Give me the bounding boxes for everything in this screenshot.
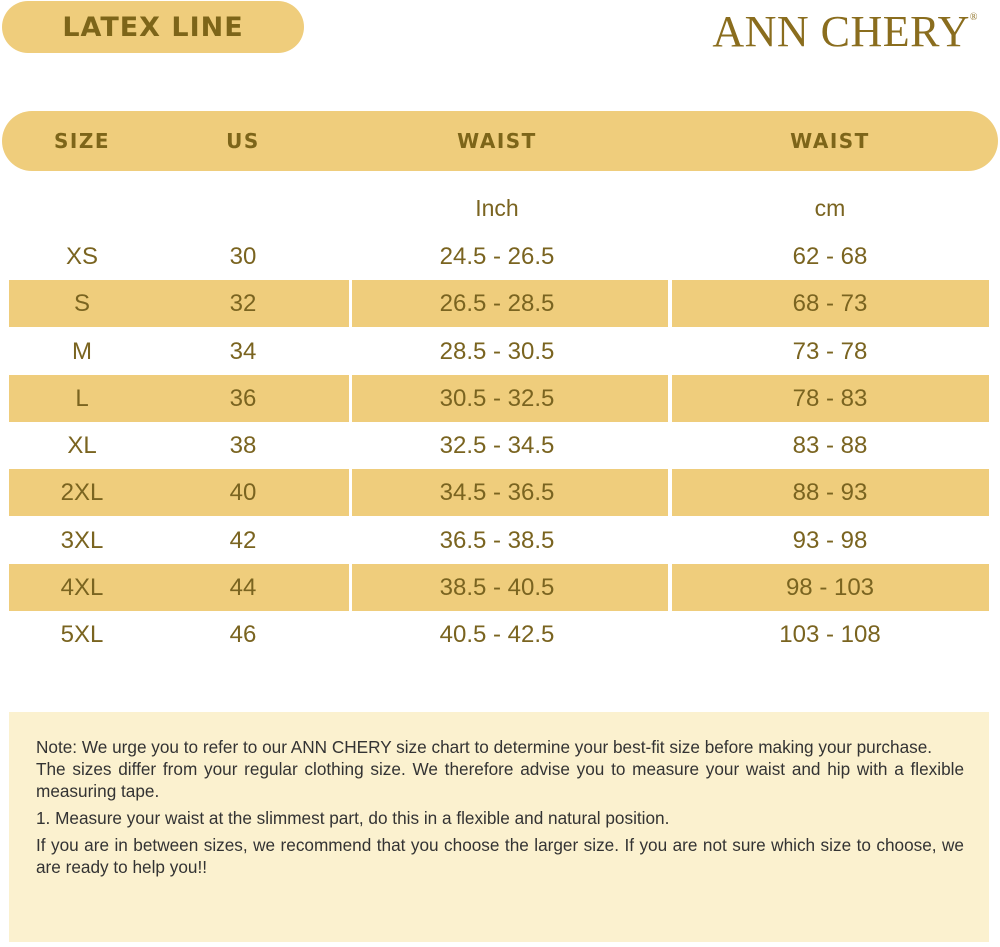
product-line-label: LATEX LINE [62, 11, 244, 43]
column-header-waist-cm: WAIST [790, 129, 870, 153]
note-paragraph: If you are in between sizes, we recommend that you choose the larger size. If you are not sure which size to choose, we are ready to help you!! [36, 835, 964, 877]
cell-us: 44 [229, 574, 257, 601]
cell-us: 36 [229, 385, 257, 412]
cell-us: 32 [229, 290, 257, 317]
cell-size: 2XL [60, 479, 104, 506]
cell-us: 38 [229, 432, 257, 459]
note-paragraph: 1. Measure your waist at the slimmest part, do this in a flexible and natural position. [36, 808, 670, 828]
cell-waist-cm: 93 - 98 [792, 527, 868, 554]
cell-size: XL [67, 432, 97, 459]
cell-size: M [72, 338, 92, 365]
cell-waist-inch: 26.5 - 28.5 [439, 290, 555, 317]
table-row [0, 233, 1000, 280]
table-row [0, 375, 1000, 422]
cell-waist-inch: 40.5 - 42.5 [439, 621, 555, 648]
note-paragraph: Note: We urge you to refer to our ANN CHERY size chart to determine your best-fit size before making your purchase. [36, 737, 933, 757]
cell-us: 40 [229, 479, 257, 506]
cell-waist-inch: 32.5 - 34.5 [439, 432, 555, 459]
cell-size: L [75, 385, 89, 412]
cell-waist-cm: 73 - 78 [792, 338, 868, 365]
cell-waist-inch: 38.5 - 40.5 [439, 574, 555, 601]
cell-waist-cm: 88 - 93 [792, 479, 868, 506]
table-row [0, 564, 1000, 611]
cell-waist-cm: 103 - 108 [779, 621, 881, 648]
cell-waist-inch: 24.5 - 26.5 [439, 243, 555, 270]
cell-size: 5XL [60, 621, 104, 648]
table-row [0, 280, 1000, 327]
cell-us: 46 [229, 621, 257, 648]
cell-waist-inch: 30.5 - 32.5 [439, 385, 555, 412]
column-header-us: US [226, 129, 260, 153]
table-row [0, 611, 1000, 658]
cell-waist-cm: 78 - 83 [792, 385, 868, 412]
cell-waist-cm: 68 - 73 [792, 290, 868, 317]
unit-cm: cm [814, 195, 846, 221]
registered-mark: ® [969, 12, 978, 23]
cell-size: S [73, 290, 90, 317]
column-header-waist-inch: WAIST [457, 129, 537, 153]
note-paragraph: The sizes differ from your regular clothing size. We therefore advise you to measure your waist and hip with a flexible measuring tape. [36, 759, 964, 801]
cell-waist-cm: 62 - 68 [792, 243, 868, 270]
cell-size: XS [65, 243, 98, 270]
column-header-size: SIZE [53, 129, 110, 153]
cell-us: 30 [229, 243, 257, 270]
brand-logo [712, 6, 978, 57]
cell-waist-cm: 98 - 103 [785, 574, 875, 601]
table-row [0, 469, 1000, 516]
cell-size: 3XL [60, 527, 104, 554]
note-box [9, 712, 989, 942]
table-row [0, 328, 1000, 375]
product-line-badge [2, 1, 304, 53]
brand-name: ANN CHERY [712, 7, 970, 56]
table-row [0, 517, 1000, 564]
unit-inch: Inch [475, 195, 519, 221]
cell-us: 42 [229, 527, 257, 554]
cell-waist-inch: 28.5 - 30.5 [439, 338, 555, 365]
cell-us: 34 [229, 338, 257, 365]
table-row [0, 422, 1000, 469]
cell-waist-inch: 36.5 - 38.5 [439, 527, 555, 554]
cell-waist-inch: 34.5 - 36.5 [439, 479, 555, 506]
cell-waist-cm: 83 - 88 [792, 432, 868, 459]
cell-size: 4XL [60, 574, 104, 601]
